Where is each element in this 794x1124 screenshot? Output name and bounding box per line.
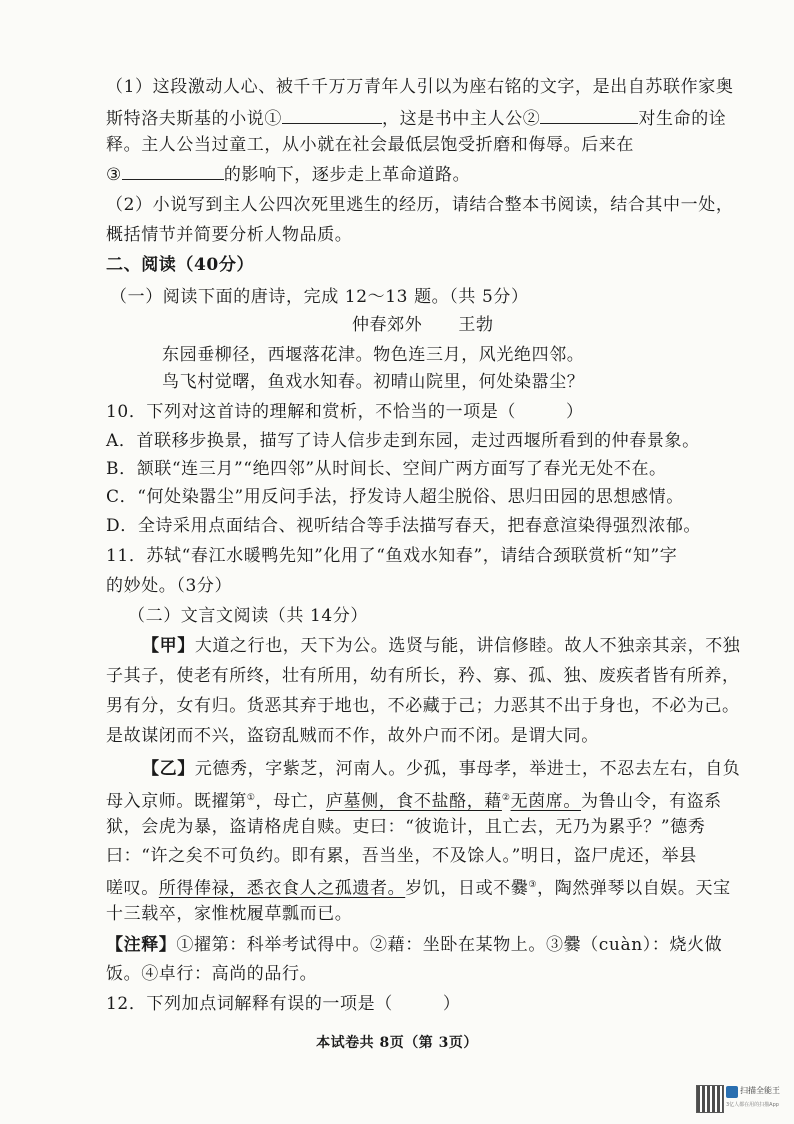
blank-3-number: ③: [106, 165, 122, 185]
q-intro-line-2-end: 对生命的诠: [638, 109, 727, 129]
underlined-sentence-1a: 庐墓侧，食不盐酪，藉: [325, 791, 502, 812]
q-intro-line-2-mid: ，这是书中主人公②: [382, 109, 541, 129]
underlined-sentence-2: 所得俸禄，悉衣食人之孤遗者。: [158, 878, 406, 899]
poem-title-line: [352, 315, 494, 335]
q-intro-line-1: （1）这段激动人心、被千千万万青年人引以为座右铭的文字，是出自苏联作家奥: [106, 77, 734, 97]
question-11-line-2: 的妙处。（3分）: [106, 576, 233, 596]
q-intro-line-2: [106, 107, 726, 129]
poem-author: 王勃: [458, 315, 494, 335]
q-intro-line-5: （2）小说写到主人公四次死里逃生的经历，请结合整本书阅读，结合其中一处，: [106, 195, 734, 215]
note-line-2: 饭。④卓行：高尚的品行。: [106, 964, 318, 984]
yi-line-3: 狱，会虎为暴，盗请格虎自赎。吏曰：“彼诡计，且亡去，无乃为累乎？”德秀: [106, 817, 706, 837]
qr-code-icon: [696, 1085, 724, 1113]
note-label: 【注释】: [106, 935, 177, 955]
poem-line-1: 东园垂柳径，西堰落花津。物色连三月，风光绝四邻。: [162, 345, 585, 365]
option-10-d: D．全诗采用点面结合、视听结合等手法描写春天，把春意渲染得强烈浓郁。: [106, 516, 702, 536]
answer-blank-3[interactable]: [122, 163, 224, 180]
scanner-logo-icon: [726, 1086, 738, 1098]
jia-label: 【甲】: [142, 636, 195, 656]
page-footer: 本试卷共 8页（第 3页）: [316, 1035, 478, 1051]
q-intro-line-4-end: 的影响下，逐步走上革命道路。: [223, 165, 471, 185]
watermark-text: 扫描全能王: [740, 1086, 780, 1095]
poem-title: 仲春郊外: [352, 315, 423, 335]
answer-blank-1[interactable]: [282, 107, 382, 124]
yi-line-5: [106, 875, 731, 899]
yi-line-5-start: 嗟叹。: [106, 878, 159, 899]
question-10-stem: 10．下列对这首诗的理解和赏析，不恰当的一项是（: [106, 402, 517, 422]
yi-line-1: [142, 759, 740, 779]
yi-line-2-mid: ，母亡，: [255, 791, 326, 812]
q-intro-line-3: 释。主人公当过童工，从小就在社会最低层饱受折磨和侮辱。后来在: [106, 135, 634, 155]
jia-text-1: 大道之行也，天下为公。选贤与能，讲信修睦。故人不独亲其亲，不独: [194, 636, 741, 656]
q-intro-line-6: 概括情节并简要分析人物品质。: [106, 225, 353, 245]
jia-line-3: 男有分，女有归。货恶其弃于地也，不必藏于己；力恶其不出于身也，不必为己。: [106, 696, 740, 716]
question-10: [106, 402, 584, 422]
q-intro-line-2-start: 斯特洛夫斯基的小说①: [106, 109, 282, 129]
footnote-marker-1: ①: [246, 793, 256, 803]
poem-line-2: 鸟飞村觉曙，鱼戏水知春。初晴山院里，何处染嚣尘？: [162, 372, 585, 392]
part-1-heading: （一）阅读下面的唐诗，完成 12～13 题。（共 5分）: [110, 287, 529, 307]
question-11-line-1: 11．苏轼“春江水暖鸭先知”化用了“鱼戏水知春”，请结合颈联赏析“知”字: [106, 546, 678, 566]
section-2-title: 二、阅读（40分）: [106, 255, 255, 275]
option-10-a: A．首联移步换景，描写了诗人信步走到东园，走过西堰所看到的仲春景象。: [106, 431, 700, 451]
yi-line-4: 曰：“许之矣不可负约。即有累，吾当坐，不及馀人。”明日，盗尸虎还，举县: [106, 846, 697, 866]
watermark-subtext: 3亿人都在用的扫描App: [726, 1102, 779, 1108]
question-12-stem: 12．下列加点词解释有误的一项是（: [106, 994, 393, 1014]
jia-line-2: 子其子，使老有所终，壮有所用，幼有所长，矜、寡、孤、独、废疾者皆有所养，: [106, 666, 740, 686]
q-intro-line-4: [106, 163, 470, 185]
answer-blank-2[interactable]: [540, 107, 638, 124]
yi-text-1: 元德秀，字紫芝，河南人。少孤，事母孝，举进士，不忍去左右，自负: [194, 759, 741, 779]
yi-line-2: [106, 788, 722, 812]
note-text-1: ①擢第：科举考试得中。②藉：坐卧在某物上。③爨（cuàn）：烧火做: [176, 935, 723, 955]
footnote-marker-2: ②: [501, 793, 511, 803]
yi-line-5-end: ，陶然弹琴以自娱。天宝: [537, 878, 731, 899]
yi-label: 【乙】: [142, 759, 195, 779]
option-10-c: C．“何处染嚣尘”用反问手法，抒发诗人超尘脱俗、思归田园的思想感情。: [106, 487, 684, 507]
note-line-1: [106, 935, 722, 955]
footnote-marker-3: ③: [528, 880, 538, 890]
jia-line-4: 是故谋闭而不兴，盗窃乱贼而不作，故外户而不闭。是谓大同。: [106, 726, 599, 746]
yi-line-2-end: 为鲁山令，有盗系: [580, 791, 722, 812]
option-10-b: B．颔联“连三月”“绝四邻”从时间长、空间广两方面写了春光无处不在。: [106, 459, 667, 479]
question-12-close: ）: [442, 994, 461, 1014]
yi-line-6: 十三载卒，家惟枕履草瓢而已。: [106, 904, 353, 924]
underlined-sentence-1b: 无茵席。: [510, 791, 581, 812]
yi-line-2-start: 母入京师。既擢第: [106, 791, 247, 812]
question-12: [106, 994, 460, 1014]
question-10-close: ）: [566, 402, 584, 422]
scanner-watermark: [696, 1083, 780, 1113]
yi-line-5-mid: 岁饥，日或不爨: [405, 878, 529, 899]
part-2-heading: （二）文言文阅读（共 14分）: [128, 606, 369, 626]
jia-line-1: [142, 636, 740, 656]
